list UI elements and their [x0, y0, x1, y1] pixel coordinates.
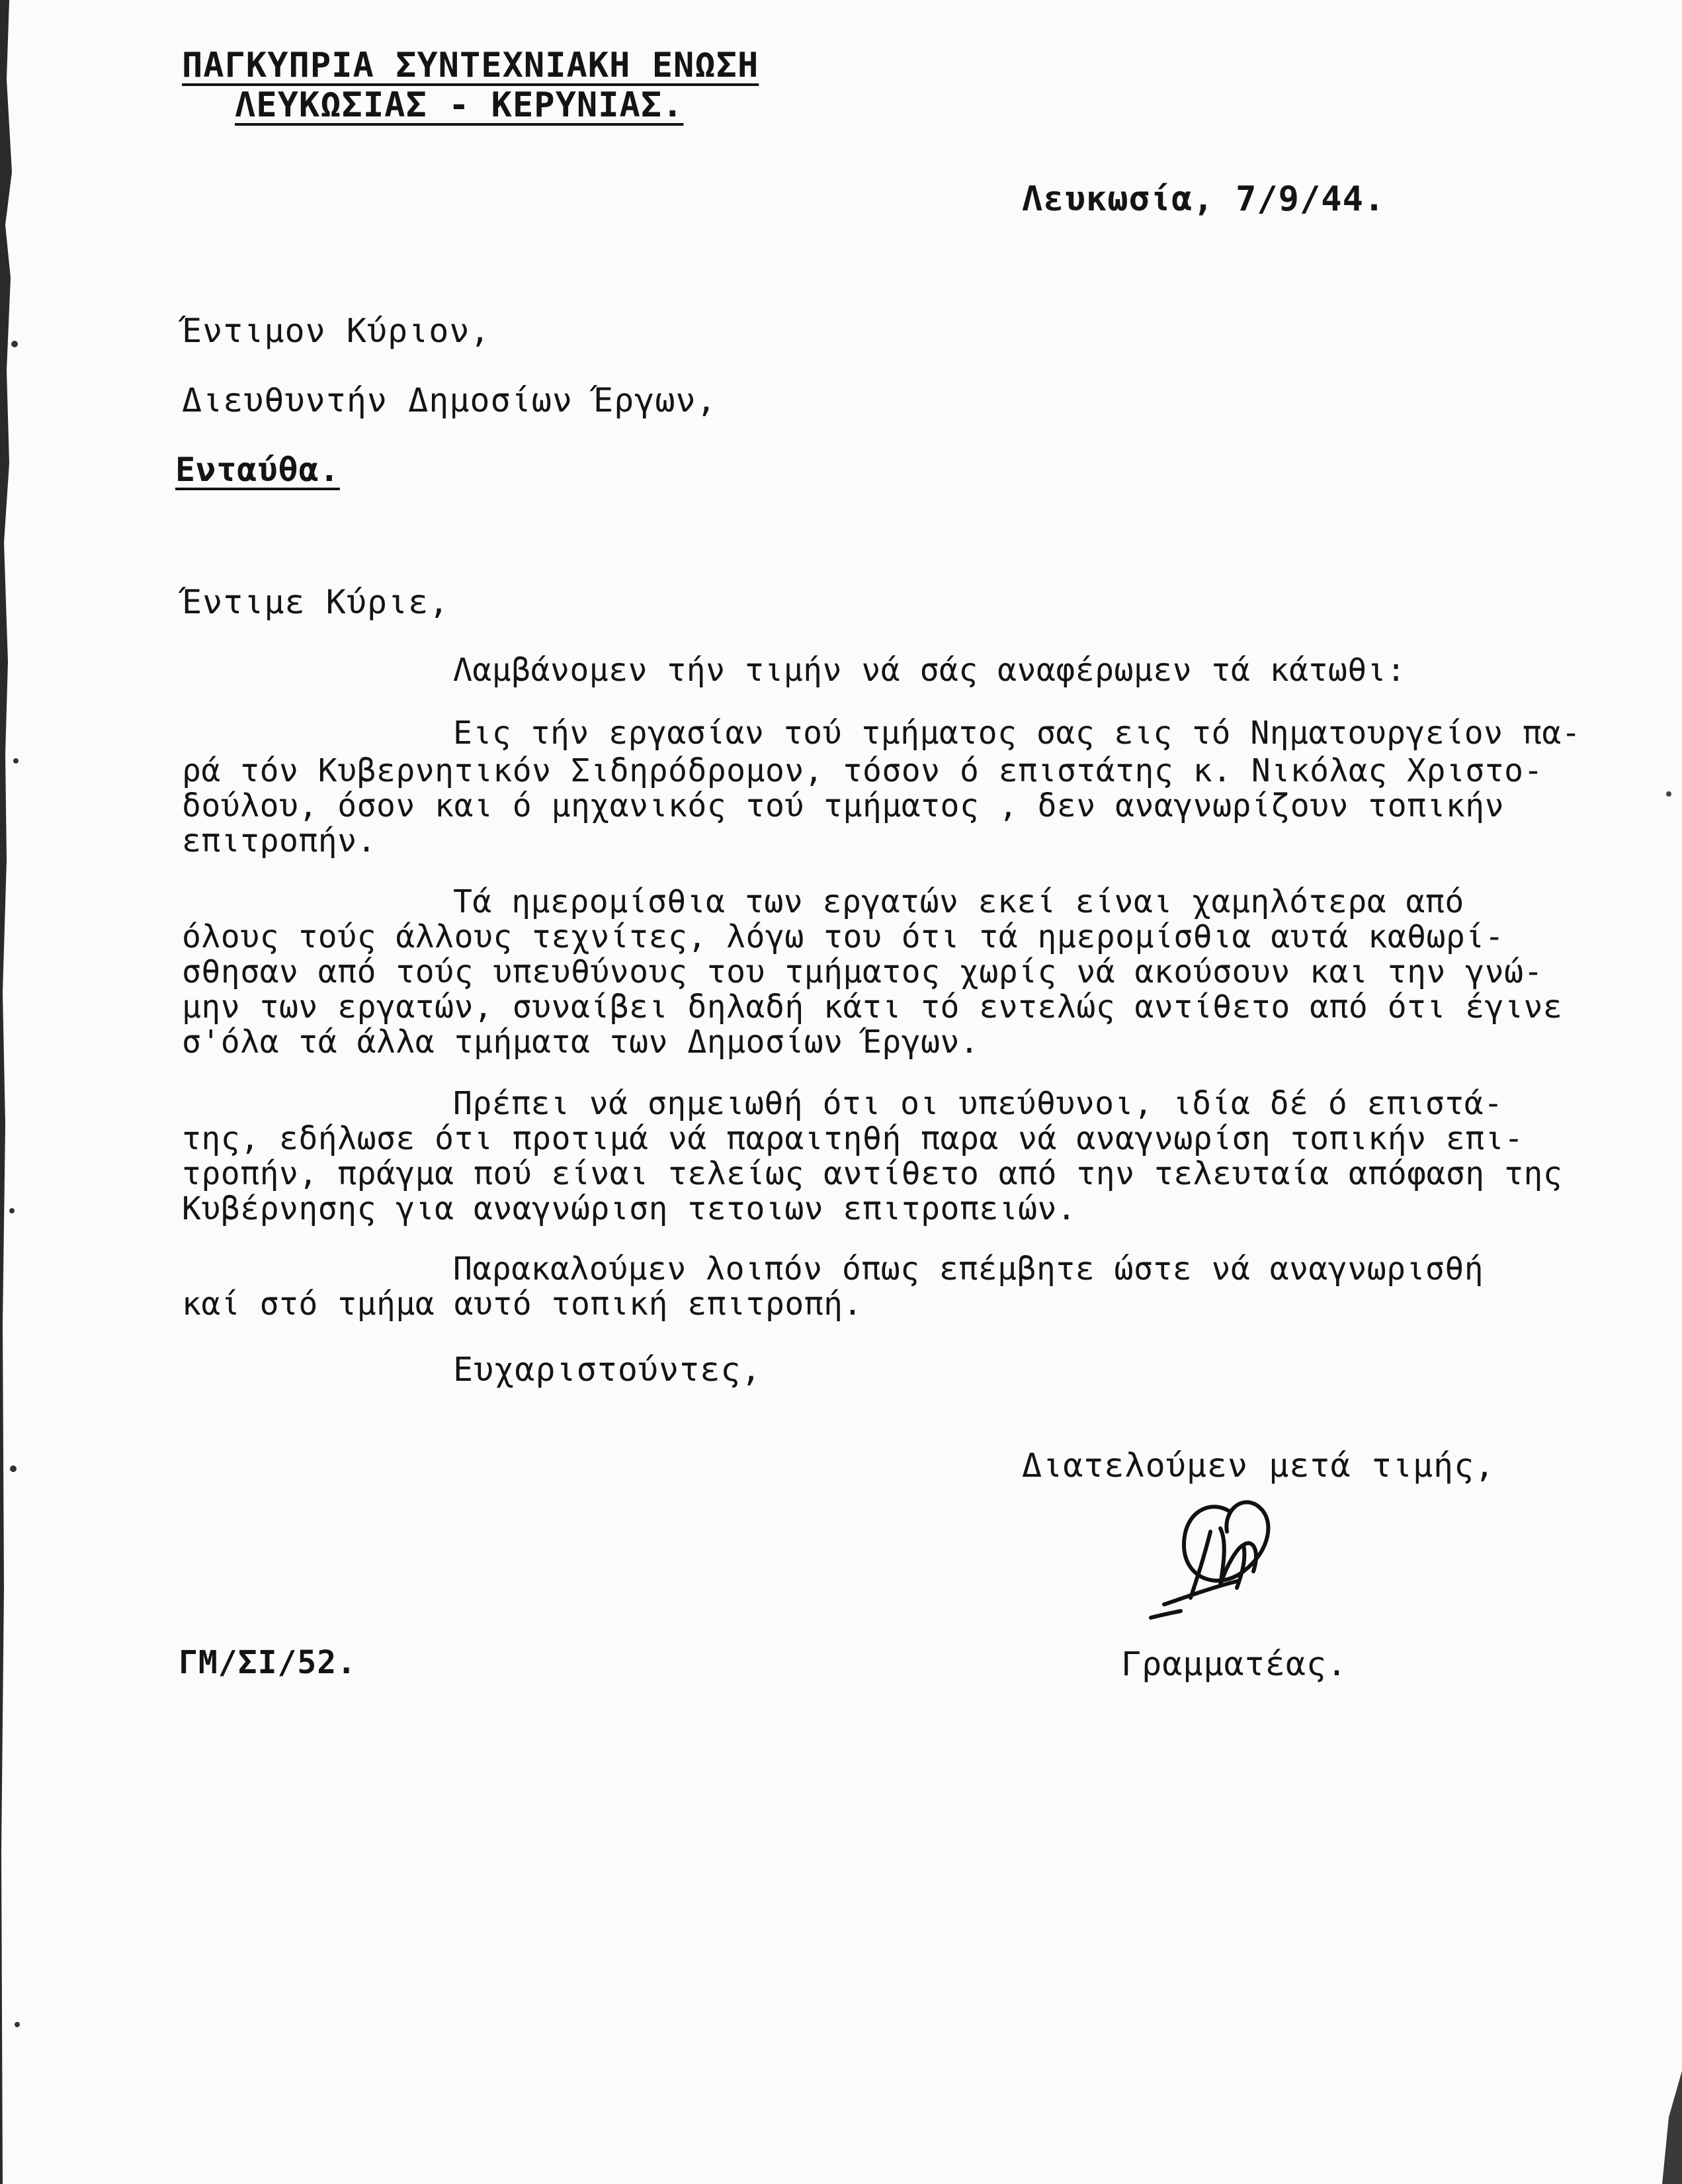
p1-line-3: δούλου, όσον και ό μηχανικός τού τμήματος , δεν αναγνωρίζουν τοπικήν	[182, 787, 1505, 824]
p4-line-1: Παρακαλούμεν λοιπόν όπως επέμβητε ώστε νά αναγνωρισθή	[453, 1250, 1484, 1288]
p1-line-1: Εις τήν εργασίαν τού τμήματος σας εις τό Νηματουργείον πα-	[453, 715, 1581, 752]
salutation: Έντιμε Κύριε,	[182, 583, 450, 621]
recipient-line-3: Ενταύθα.	[175, 451, 340, 489]
recipient-line-1: Έντιμον Κύριον,	[182, 312, 491, 350]
signatory-title: Γραμματέας.	[1121, 1645, 1348, 1683]
scan-edge-left	[0, 0, 26, 2184]
p2-line-3: σθησαν από τούς υπευθύνους του τμήματος χωρίς νά ακούσουν και την γνώ-	[182, 953, 1543, 990]
p3-line-1: Πρέπει νά σημειωθή ότι οι υπεύθυνοι, ιδία δέ ό επιστά-	[453, 1085, 1503, 1122]
p3-line-2: της, εδήλωσε ότι προτιμά νά παραιτηθή παρα νά αναγνωρίση τοπικήν επι-	[182, 1120, 1524, 1157]
scan-edge-right	[1642, 0, 1682, 2184]
p2-line-2: όλους τούς άλλους τεχνίτες, λόγω του ότι τά ημερομίσθια αυτά καθωρί-	[182, 918, 1505, 955]
closing: Ευχαριστούντες,	[453, 1350, 762, 1389]
p1-line-2: ρά τόν Κυβερνητικόν Σιδηρόδρομον, τόσον ό επιστάτης κ. Νικόλας Χριστο-	[182, 752, 1543, 789]
handwritten-signature	[1111, 1472, 1336, 1644]
sign-off: Διατελούμεν μετά τιμής,	[1022, 1446, 1495, 1485]
p3-line-4: Κυβέρνησης για αναγνώριση τετοιων επιτροπειών.	[182, 1190, 1077, 1227]
p4-line-2: καί στό τμήμα αυτό τοπική επιτροπή.	[182, 1286, 862, 1323]
intro-line: Λαμβάνομεν τήν τιμήν νά σάς αναφέρωμεν τά κάτωθι:	[453, 652, 1406, 689]
letterhead-line-2: ΛΕΥΚΩΣΙΑΣ - ΚΕΡΥΝΙΑΣ.	[235, 85, 684, 125]
p2-line-5: σ'όλα τά άλλα τμήματα των Δημοσίων Έργων.	[182, 1024, 980, 1061]
p3-line-3: τροπήν, πράγμα πού είναι τελείως αντίθετο από την τελευταία απόφαση της	[182, 1155, 1563, 1192]
reference-number: ΓΜ/ΣΙ/52.	[179, 1644, 357, 1681]
recipient-line-2: Διευθυντήν Δημοσίων Έργων,	[182, 381, 717, 419]
p2-line-4: μην των εργατών, συναίβει δηλαδή κάτι τό εντελώς αντίθετο από ότι έγινε	[182, 988, 1563, 1026]
letterhead-line-1: ΠΑΓΚΥΠΡΙΑ ΣΥΝΤΕΧΝΙΑΚΗ ΕΝΩΣΗ	[182, 46, 759, 85]
date-line: Λευκωσία, 7/9/44.	[1022, 179, 1386, 219]
p1-line-4: επιτροπήν.	[182, 822, 376, 859]
p2-line-1: Τά ημερομίσθια των εργατών εκεί είναι χαμηλότερα από	[453, 883, 1464, 920]
